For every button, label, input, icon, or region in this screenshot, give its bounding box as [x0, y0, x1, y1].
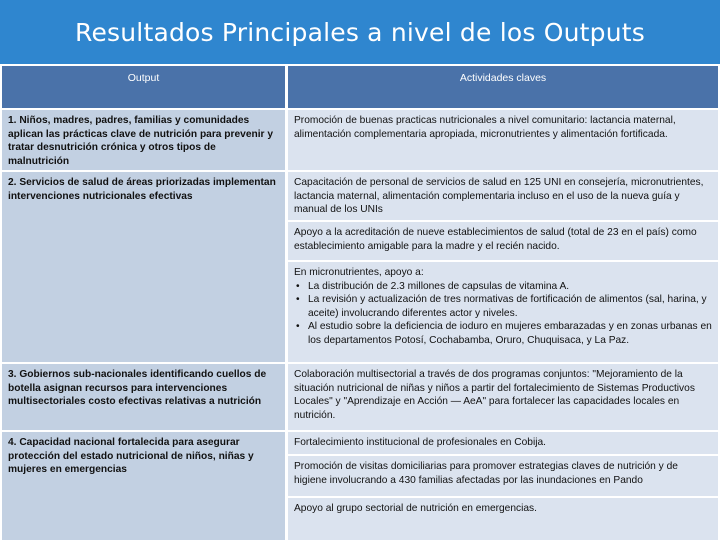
header-activities: Actividades claves: [288, 66, 718, 108]
page-title: Resultados Principales a nivel de los Outputs: [75, 17, 645, 47]
row-1-activity-1: Promoción de buenas practicas nutricionales a nivel comunitario: lactancia maternal, alimentación complementaria apropiada, micronutrientes y alimentación fortificada.: [288, 110, 718, 170]
row-2-activity-2: Apoyo a la acreditación de nueve establecimientos de salud (total de 23 en el país) como establecimiento amigable para la madre y el recién nacido.: [288, 222, 718, 260]
row-2-activity-1: Capacitación de personal de servicios de salud en 125 UNI en consejería, micronutrientes, lactancia maternal, alimentación complementaria incluso en el uso de la nueva guía y manual de los UNIs: [288, 172, 718, 220]
list-item: • La revisión y actualización de tres normativas de fortificación de alimentos (sal, harina, y aceite) involucrando diferentes actor y niveles.: [294, 293, 712, 320]
row-4-activity-3: Apoyo al grupo sectorial de nutrición en emergencias.: [288, 498, 718, 540]
list-item: • Al estudio sobre la deficiencia de ioduro en mujeres embarazadas y en zonas urbanas en los departamentos Potosí, Cochabamba, Oruro, Chuquisaca, y La Paz.: [294, 320, 712, 347]
outputs-table: [0, 64, 720, 540]
micronutrients-intro: En micronutrientes, apoyo a:: [294, 267, 424, 278]
row-4-activity-2: Promoción de visitas domiciliarias para promover estrategias claves de nutrición y de higiene involucrando a 430 familias afectadas por las inundaciones en Pando: [288, 456, 718, 496]
header-output: Output: [2, 66, 285, 108]
list-item: • La distribución de 2.3 millones de capsulas de vitamina A.: [294, 280, 712, 294]
row-1-output: 1. Niños, madres, padres, familias y comunidades aplican las prácticas clave de nutrición para prevenir y tratar desnutrición crónica y otros tipos de malnutrición: [2, 110, 285, 170]
row-4-output: 4. Capacidad nacional fortalecida para asegurar protección del estado nutricional de niños, niñas y mujeres en emergencias: [2, 432, 285, 540]
row-2-output: 2. Servicios de salud de áreas priorizadas implementan intervenciones nutricionales efectivas: [2, 172, 285, 362]
title-bar: [0, 0, 720, 64]
row-2-micronutrients: [288, 262, 718, 362]
row-3-activity-1: Colaboración multisectorial a través de dos programas conjuntos: "Mejoramiento de la situación nutricional de niñas y niños a partir del fortalecimiento de Sistemas Productivos Locales" y "Aprendizaje en Acción — AeA" para fortalecer las capacidades locales en nutrición.: [288, 364, 718, 430]
row-3-output: 3. Gobiernos sub-nacionales identificando cuellos de botella asignan recursos para intervenciones multisectoriales costo efectivas relativas a nutrición: [2, 364, 285, 430]
row-4-activity-1: Fortalecimiento institucional de profesionales en Cobija.: [288, 432, 718, 454]
micronutrients-list: [294, 280, 712, 348]
